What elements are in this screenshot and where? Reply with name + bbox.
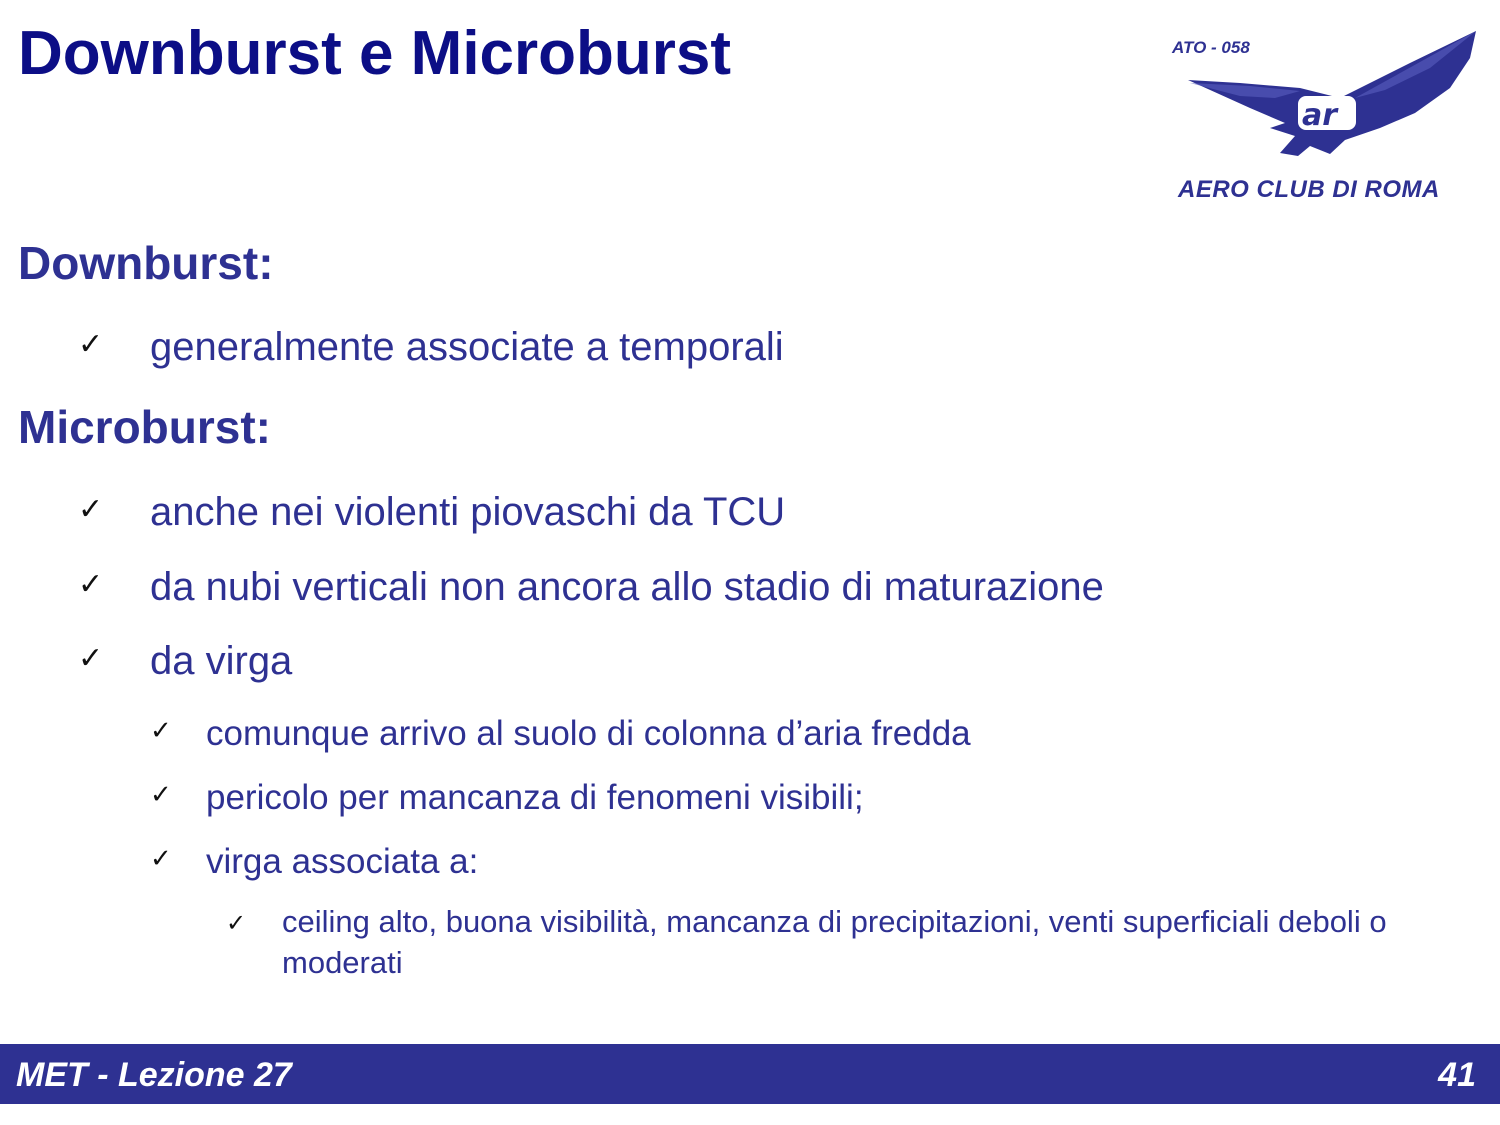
footer-lesson-label: MET - Lezione 27 bbox=[16, 1056, 292, 1094]
check-icon: ✓ bbox=[150, 844, 172, 874]
sub-sub-list-item-text: ceiling alto, buona visibilità, mancanza di precipitazioni, venti superficiali deboli o moderati bbox=[282, 904, 1387, 980]
check-icon: ✓ bbox=[150, 780, 172, 810]
sub-list-item-text: virga associata a: bbox=[206, 842, 479, 881]
logo-ato-label: ATO - 058 bbox=[1172, 38, 1250, 57]
check-icon: ✓ bbox=[78, 492, 104, 527]
section-heading-downburst: Downburst: bbox=[18, 237, 274, 289]
check-icon: ✓ bbox=[150, 716, 172, 746]
check-icon: ✓ bbox=[78, 641, 104, 676]
slide-number: 41 bbox=[1438, 1056, 1476, 1094]
section-heading-microburst: Microburst: bbox=[18, 401, 271, 453]
logo-club-name: AERO CLUB DI ROMA bbox=[1178, 176, 1440, 203]
aero-club-logo bbox=[1160, 28, 1490, 218]
check-icon: ✓ bbox=[78, 567, 104, 602]
list-item bbox=[78, 639, 293, 684]
check-icon: ✓ bbox=[78, 327, 104, 362]
sub-list-item-text: comunque arrivo al suolo di colonna d’aria fredda bbox=[206, 714, 971, 753]
slide-title: Downburst e Microburst bbox=[18, 19, 732, 88]
eagle-icon bbox=[1180, 28, 1490, 178]
list-item-text: da virga bbox=[150, 639, 293, 683]
list-item-text: da nubi verticali non ancora allo stadio di maturazione bbox=[150, 565, 1104, 609]
sub-list-item bbox=[150, 842, 479, 882]
check-icon: ✓ bbox=[226, 909, 247, 937]
list-item bbox=[78, 565, 1104, 610]
slide-footer bbox=[0, 1044, 1500, 1104]
list-item bbox=[78, 490, 786, 535]
sub-list-item bbox=[150, 778, 864, 818]
sub-list-item bbox=[150, 714, 971, 754]
svg-text:ar: ar bbox=[1302, 98, 1338, 133]
list-item-text: generalmente associate a temporali bbox=[150, 325, 784, 369]
list-item-text: anche nei violenti piovaschi da TCU bbox=[150, 490, 786, 534]
sub-list-item-text: pericolo per mancanza di fenomeni visibili; bbox=[206, 778, 864, 817]
sub-sub-list-item bbox=[226, 901, 1472, 983]
list-item bbox=[78, 325, 784, 370]
